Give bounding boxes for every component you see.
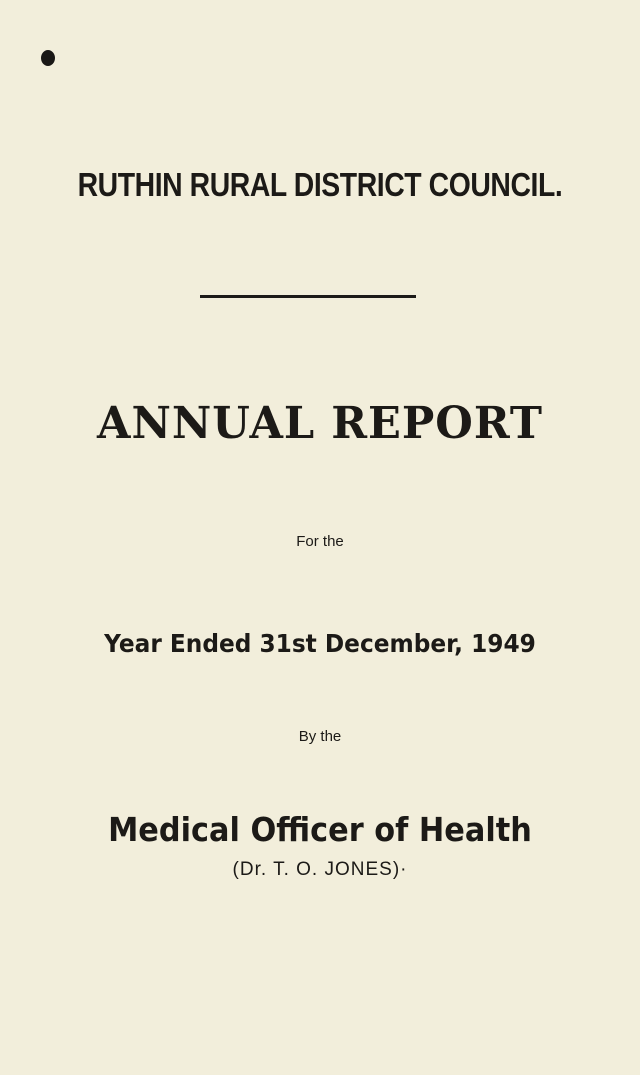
for-the-label: For the xyxy=(296,533,344,550)
report-title: ANNUAL REPORT xyxy=(97,398,543,449)
title-divider xyxy=(200,295,416,298)
punch-hole-mark xyxy=(41,50,55,66)
council-name: RUTHIN RURAL DISTRICT COUNCIL. xyxy=(77,166,563,203)
report-period: Year Ended 31st December, 1949 xyxy=(104,629,536,658)
author-role: Medical Officer of Health xyxy=(108,810,532,849)
author-name: (Dr. T. O. JONES)· xyxy=(232,859,408,880)
by-the-label: By the xyxy=(298,728,342,745)
